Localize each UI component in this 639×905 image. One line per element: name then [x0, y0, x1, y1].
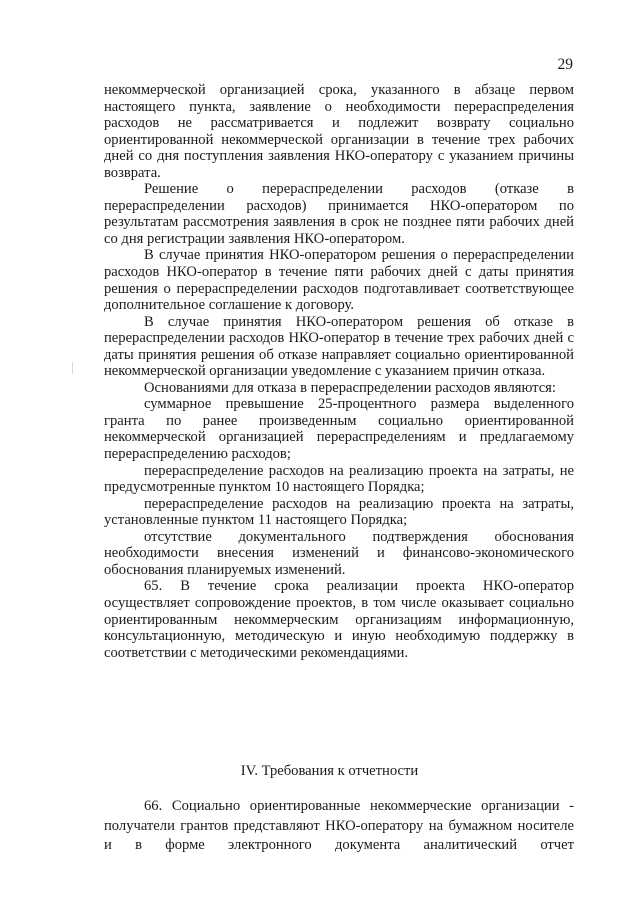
paragraph-approval: В случае принятия НКО-оператором решения о перераспределении расходов НКО-оператор в течение пяти рабочих дней с даты принятия решения о перераспределении расходов подготавливает соответствующее дополнительное соглашение к договору. — [104, 247, 574, 314]
paragraph-66: 66. Социально ориентированные некоммерческие организации - получатели грантов представляют НКО-оператору на бумажном носителе и в форме электронного документа аналитический отчет — [104, 798, 574, 853]
body-text-section-iv — [104, 797, 574, 856]
section-heading: IV. Требования к отчетности — [240, 763, 419, 779]
body-text — [104, 82, 574, 661]
paragraph-ground-2: перераспределение расходов на реализацию проекта на затраты, не предусмотренные пунктом 10 настоящего Порядка; — [104, 462, 574, 496]
paragraph-ground-4: отсутствие документального подтверждения обоснования необходимости внесения изменений и финансово-экономического обоснования планируемых изменений. — [104, 528, 574, 578]
paragraph-ground-3: перераспределение расходов на реализацию проекта на затраты, установленные пунктом 11 настоящего Порядка; — [104, 495, 574, 529]
paragraph-ground-1: суммарное превышение 25-процентного размера выделенного гранта по ранее произведенным социально ориентированной некоммерческой организацией перераспределениям и предлагаемому перераспределению расходов; — [104, 396, 574, 463]
margin-mark — [72, 362, 73, 374]
paragraph-refusal: В случае принятия НКО-оператором решения об отказе в перераспределении расходов НКО-оператор в течение трех рабочих дней с даты принятия решения об отказе направляет социально ориентированной некоммерческой организации уведомление с указанием причин отказа. — [104, 313, 574, 380]
paragraph-continuation: некоммерческой организацией срока, указанного в абзаце первом настоящего пункта, заявление о необходимости перераспределения расходов не рассматривается и подлежит возврату социально ориентированной некоммерческой организации в течение трех рабочих дней со дня поступления заявления НКО-оператору с указанием причины возврата. — [104, 82, 574, 181]
paragraph-65: 65. В течение срока реализации проекта НКО-оператор осуществляет сопровождение проектов, в том числе оказывает социально ориентированным некоммерческим организациям информационную, консультационную, методическую и иную необходимую поддержку в соответствии с методическими рекомендациями. — [104, 578, 574, 661]
page-number: 29 — [557, 56, 573, 73]
paragraph-refusal-grounds-intro: Основаниями для отказа в перераспределении расходов являются: — [144, 379, 556, 396]
paragraph-decision: Решение о перераспределении расходов (отказе в перераспределении расходов) принимается НКО-оператором по результатам рассмотрения заявления в срок не позднее пяти рабочих дней со дня регистрации заявления НКО-оператором. — [104, 181, 574, 247]
